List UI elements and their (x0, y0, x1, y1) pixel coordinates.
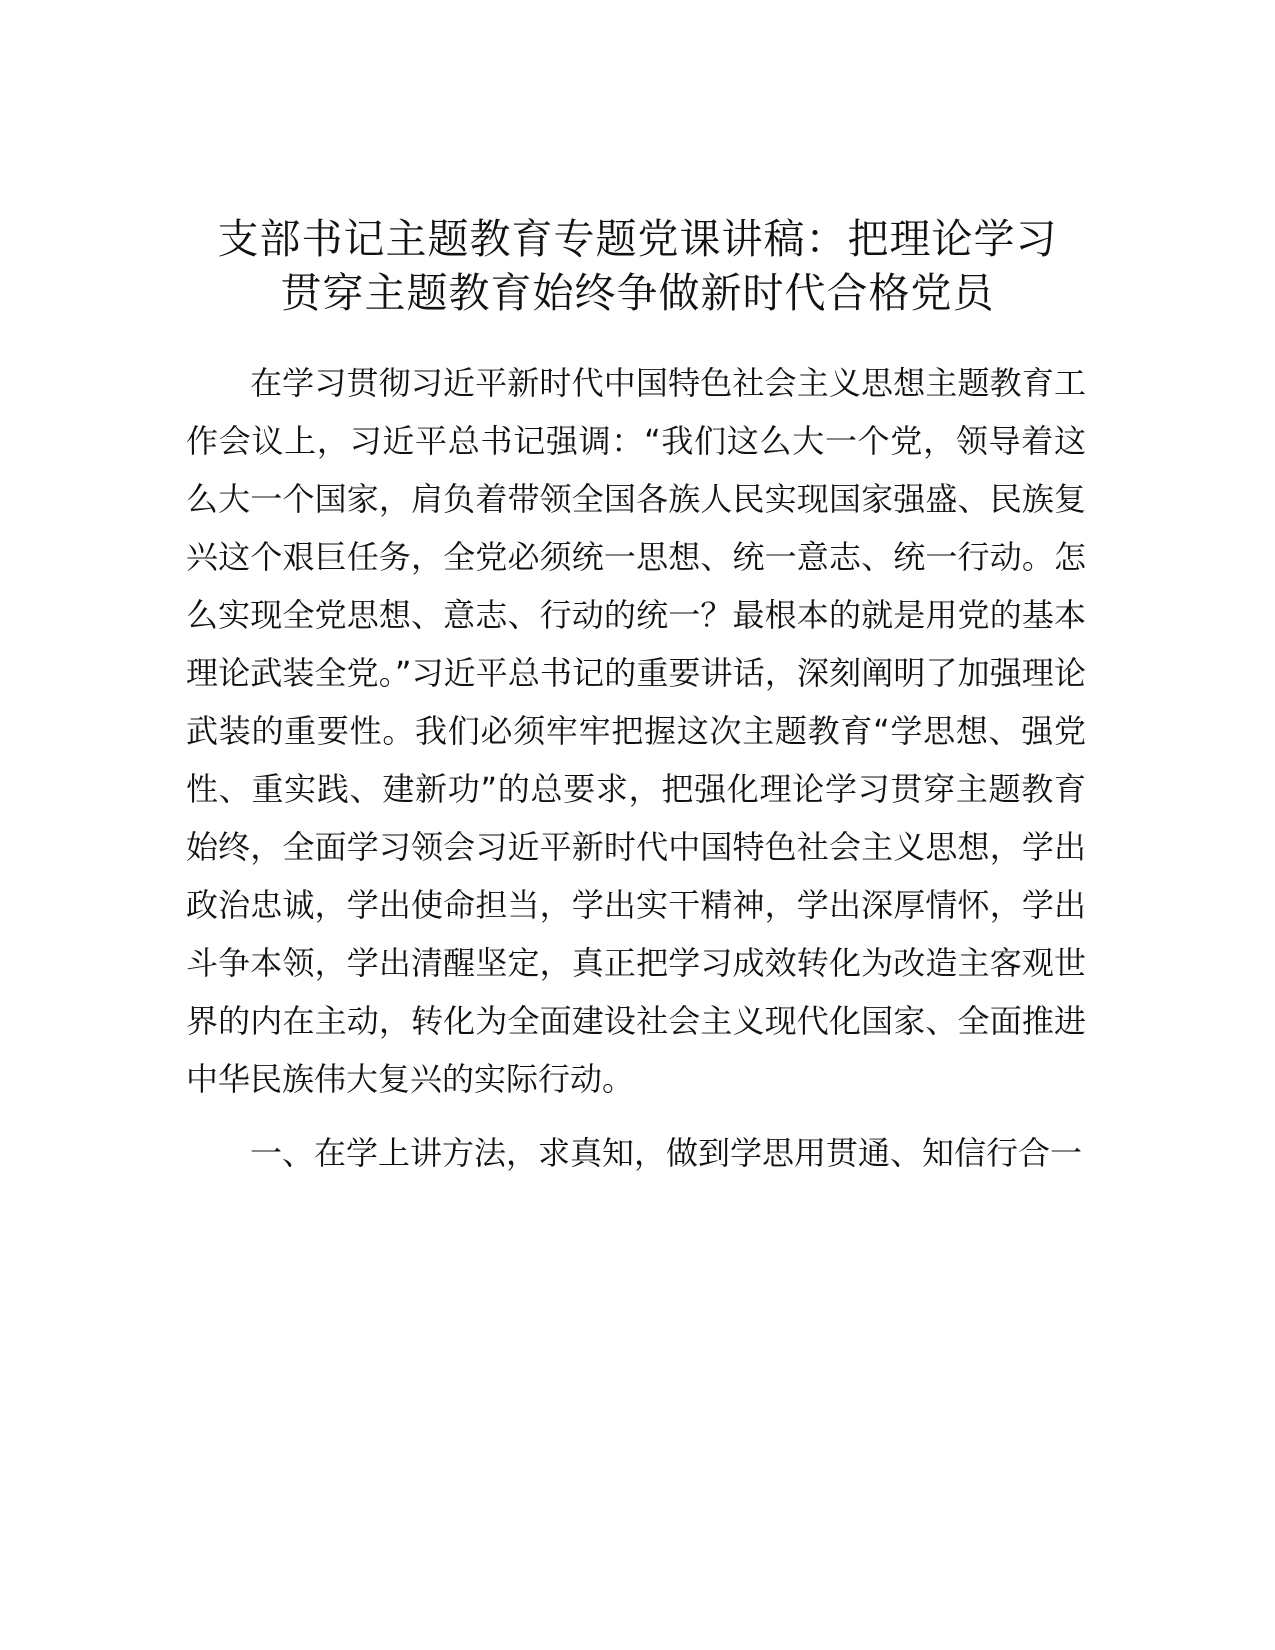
title-line-2: 贯穿主题教育始终争做新时代合格党员 (280, 269, 995, 317)
document-title (150, 212, 1125, 320)
title-line-1: 支部书记主题教育专题党课讲稿：把理论学习 (217, 215, 1058, 263)
body-paragraph-intro: 在学习贯彻习近平新时代中国特色社会主义思想主题教育工作会议上，习近平总书记强调：“我们这么大一个党，领导着这么大一个国家，肩负着带领全国各族人民实现国家强盛、民族复兴这个艰巨任务，全党必须统一思想、统一意志、统一行动。怎么实现全党思想、意志、行动的统一？最根本的就是用党的基本理论武装全党。”习近平总书记的重要讲话，深刻阐明了加强理论武装的重要性。我们必须牢牢把握这次主题教育“学思想、强党性、重实践、建新功”的总要求，把强化理论学习贯穿主题教育始终，全面学习领会习近平新时代中国特色社会主义思想，学出政治忠诚，学出使命担当，学出实干精神，学出深厚情怀，学出斗争本领，学出清醒坚定，真正把学习成效转化为改造主客观世界的内在主动，转化为全面建设社会主义现代化国家、全面推进中华民族伟大复兴的实际行动。 (186, 364, 1086, 1098)
section-heading-one: 一、在学上讲方法，求真知，做到学思用贯通、知信行合一 (250, 1134, 1083, 1172)
